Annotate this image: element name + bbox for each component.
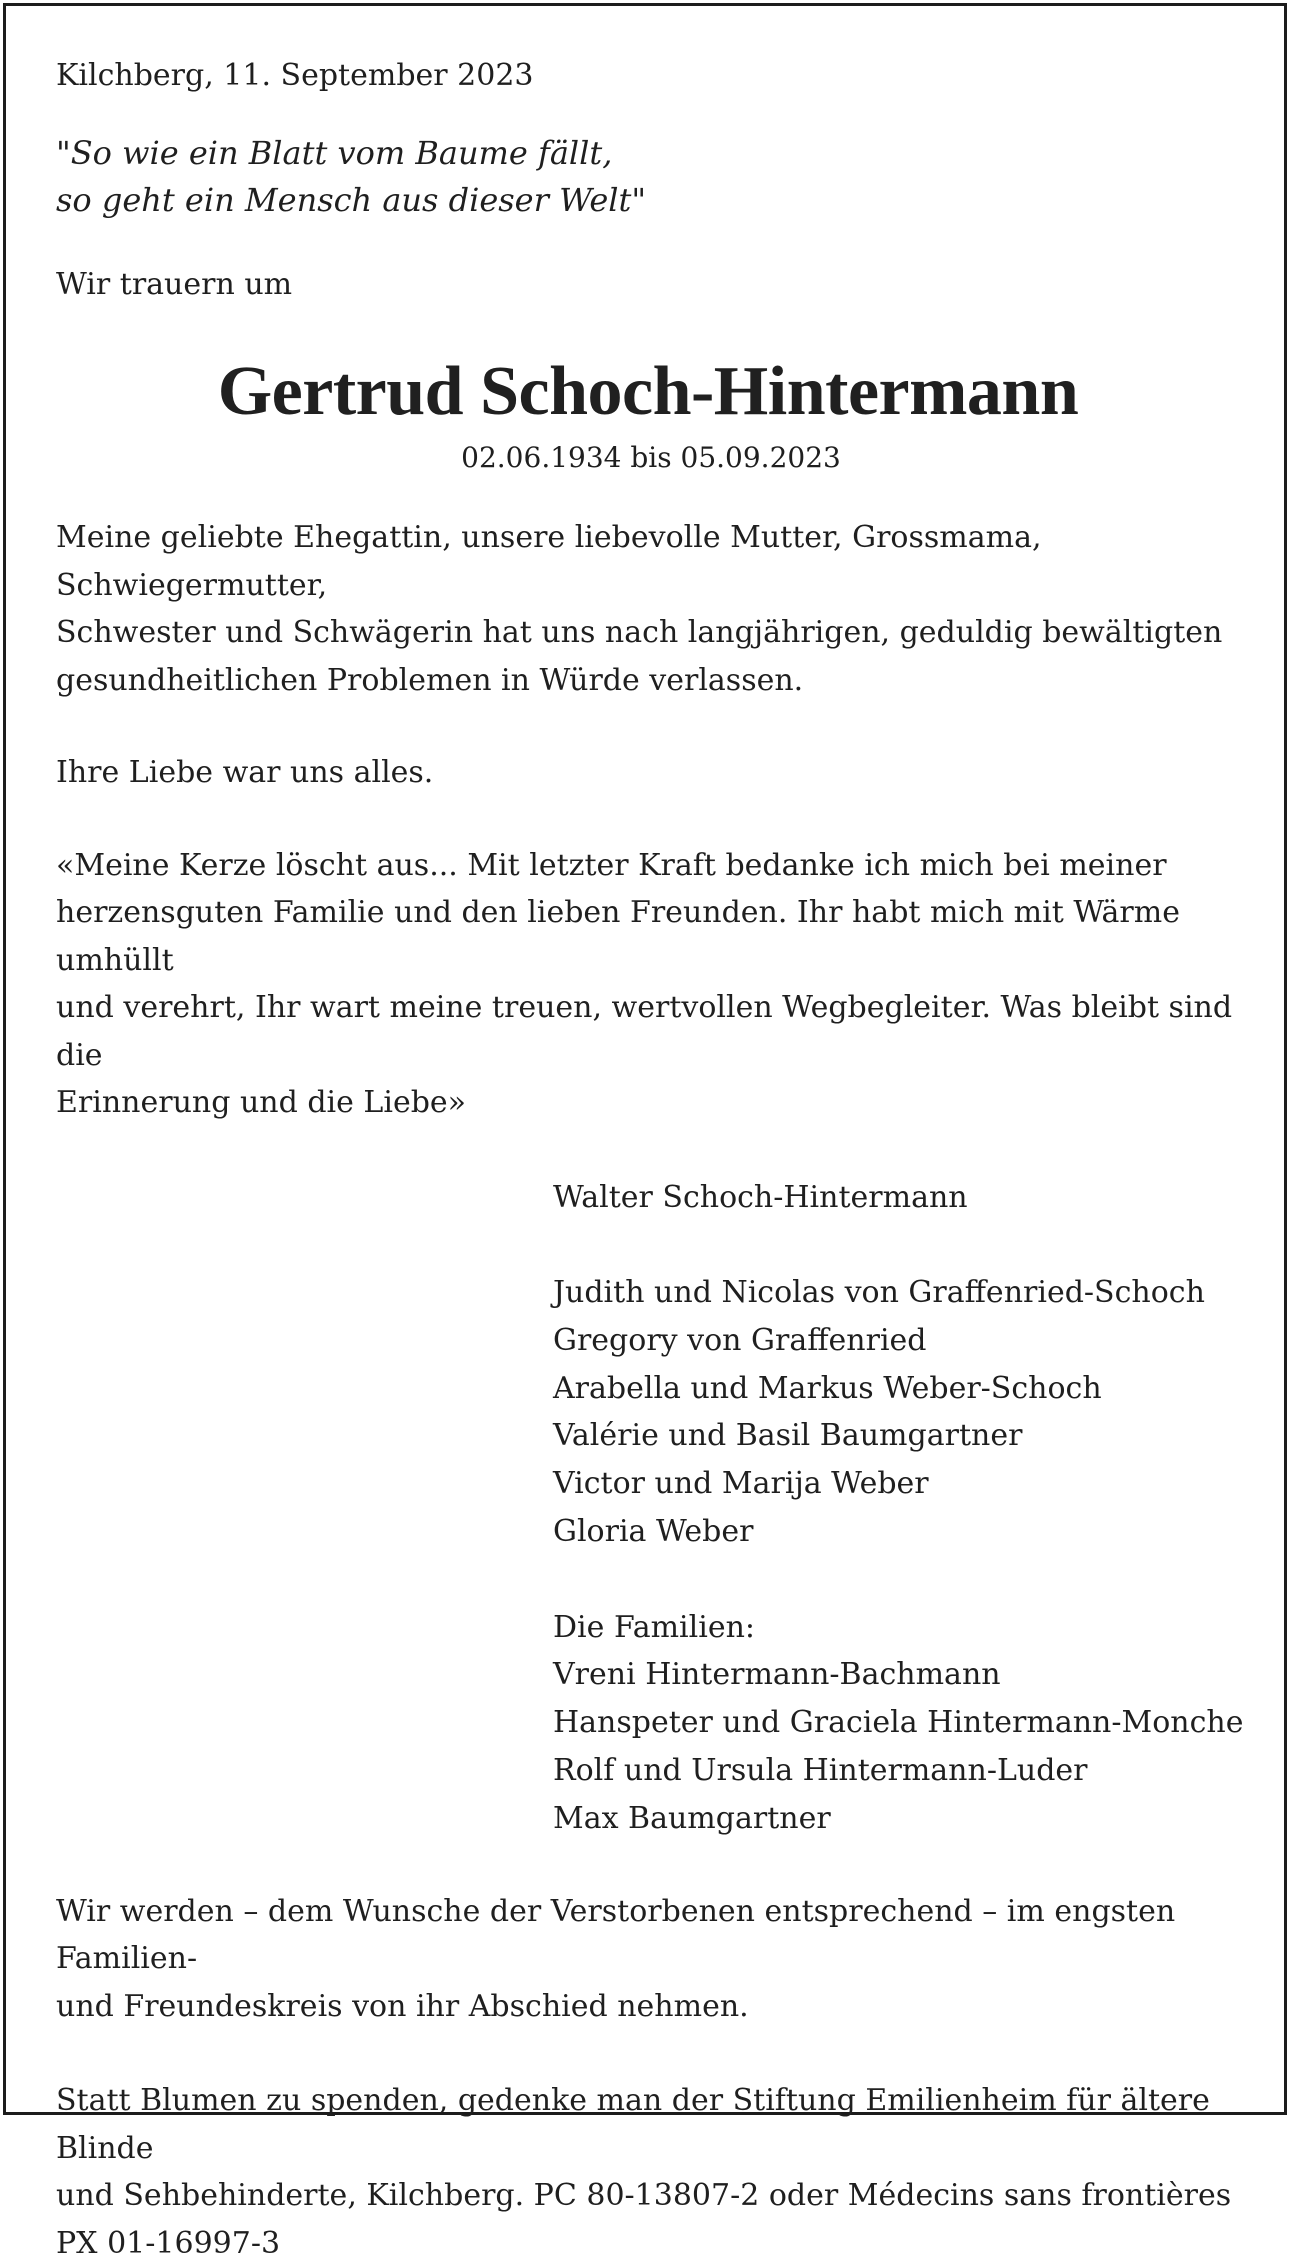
mourner-child: Gregory von Graffenried [553, 1322, 927, 1358]
paragraph-tribute [56, 514, 1246, 704]
paragraph-donation [56, 2077, 1246, 2267]
mourner-child: Arabella und Markus Weber-Schoch [553, 1370, 1102, 1406]
mourner-child: Victor und Marija Weber [553, 1466, 929, 1502]
paragraph-line: «Meine Kerze löscht aus... Mit letzter Kraft bedanke ich mich bei meiner [56, 847, 1167, 883]
mourner-family: Max Baumgartner [553, 1800, 831, 1836]
paragraph-line: PX 01-16997-3 [56, 2225, 281, 2261]
families-heading: Die Familien: [553, 1609, 756, 1645]
mourner-family: Rolf und Ursula Hintermann-Luder [553, 1753, 1088, 1789]
motto-line: "So wie ein Blatt vom Baume fällt, [56, 133, 613, 172]
obituary-content [56, 52, 1246, 2267]
paragraph-line: Meine geliebte Ehegattin, unsere liebevolle Mutter, Grossmama, Schwiegermutter, [56, 520, 1042, 603]
paragraph-line: gesundheitlichen Problemen in Würde verlassen. [56, 662, 804, 698]
mourner-child: Valérie und Basil Baumgartner [553, 1418, 1023, 1454]
mourner-family: Vreni Hintermann-Bachmann [553, 1657, 1001, 1693]
paragraph-line: Schwester und Schwägerin hat uns nach langjährigen, geduldig bewältigten [56, 615, 1223, 650]
paragraph-line: und Sehbehinderte, Kilchberg. PC 80-13807-2 oder Médecins sans frontières [56, 2178, 1232, 2214]
mourner-spouse: Walter Schoch-Hintermann [553, 1179, 968, 1215]
place-date: Kilchberg, 11. September 2023 [56, 58, 534, 93]
paragraph-line: und Freundeskreis von ihr Abschied nehmen. [56, 1988, 749, 2024]
intro-text: Wir trauern um [56, 266, 293, 302]
paragraph-line: und verehrt, Ihr wart meine treuen, wertvollen Wegbegleiter. Was bleibt sind die [56, 990, 1233, 1073]
motto-quote [56, 130, 1246, 224]
paragraph-love: Ihre Liebe war uns alles. [56, 755, 434, 790]
mourner-child: Gloria Weber [553, 1514, 754, 1550]
paragraph-funeral-notice [56, 1888, 1246, 2031]
life-dates: 02.06.1934 bis 05.09.2023 [461, 441, 841, 474]
obituary-frame [3, 3, 1287, 2261]
paragraph-farewell-quote [56, 842, 1246, 1127]
mourner-family: Hanspeter und Graciela Hintermann-Monche [553, 1705, 1244, 1741]
mourner-child: Judith und Nicolas von Graffenried-Schoch [553, 1275, 1205, 1311]
paragraph-line: herzensguten Familie und den lieben Freunden. Ihr habt mich mit Wärme umhüllt [56, 895, 1180, 978]
paragraph-line: Statt Blumen zu spenden, gedenke man der Stiftung Emilienheim für ältere Blinde [56, 2083, 1210, 2166]
spacer [553, 1556, 1246, 1604]
spacer [553, 1221, 1246, 1269]
paragraph-line: Erinnerung und die Liebe» [56, 1085, 467, 1120]
mourners-list [553, 1174, 1246, 1843]
motto-line: so geht ein Mensch aus dieser Welt" [56, 180, 647, 219]
deceased-name: Gertrud Schoch-Hintermann [217, 353, 1079, 430]
paragraph-line: Wir werden – dem Wunsche der Verstorbenen entsprechend – im engsten Familien- [56, 1893, 1176, 1977]
